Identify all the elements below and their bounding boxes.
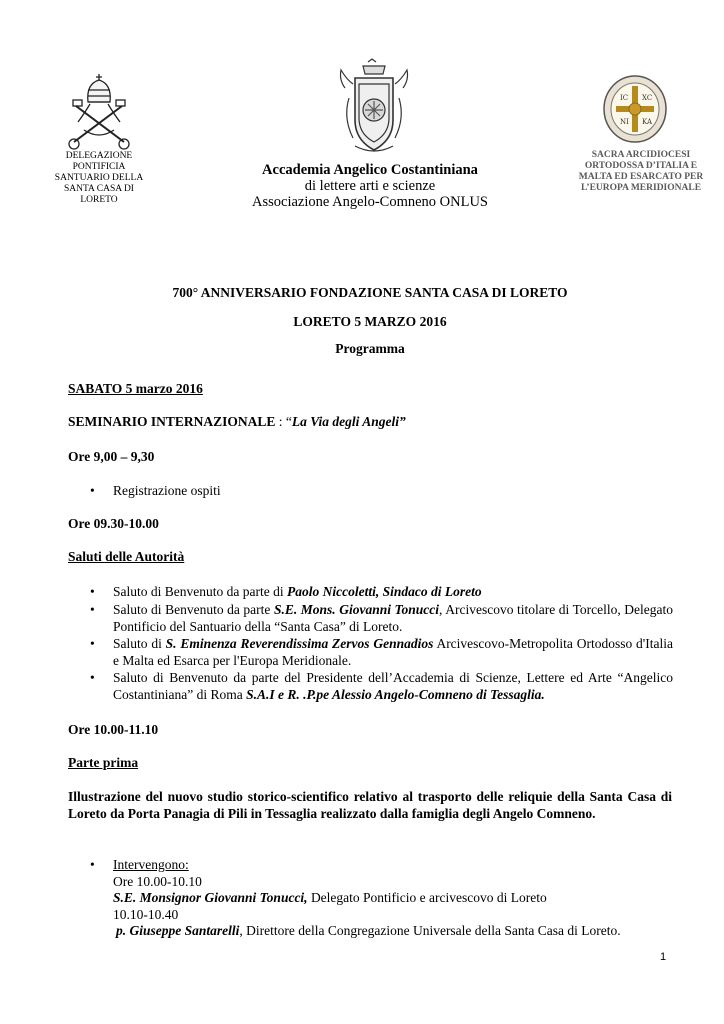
delegation-caption: DELEGAZIONE PONTIFICIA SANTUARIO DELLA SANTA CASA DI LORETO bbox=[54, 151, 144, 205]
bullet-marker: • bbox=[90, 602, 95, 617]
academy-heading bbox=[220, 162, 520, 210]
time-slot-2: Ore 09.30-10.00 bbox=[68, 516, 159, 531]
archdiocese-caption: SACRA ARCIDIOCESI ORTODOSSA D’ITALIA E MALTA ED ESARCATO PER L’EUROPA MERIDIONALE bbox=[578, 150, 704, 193]
speaker-name: p. Giuseppe Santarelli bbox=[116, 923, 240, 938]
greeting-role: , Arcivescovo titolare di Torcello, Delegato Pontificio del Santuario della “Santa Casa” di Loreto. bbox=[113, 602, 674, 634]
speaker-1-time: Ore 10.00-10.10 bbox=[113, 873, 202, 889]
academy-subtitle: di lettere arti e scienze bbox=[304, 178, 436, 194]
bullet-marker: • bbox=[90, 670, 95, 685]
svg-text:XC: XC bbox=[642, 94, 653, 102]
svg-text:NI: NI bbox=[620, 118, 629, 126]
papal-coat-of-arms-icon bbox=[64, 70, 134, 150]
greeting-text: Saluto di Benvenuto da parte di bbox=[113, 584, 287, 599]
bullet-marker: • bbox=[90, 584, 95, 599]
seminar-line bbox=[68, 414, 672, 431]
date-heading: SABATO 5 marzo 2016 bbox=[68, 381, 203, 396]
greeting-item-archbishop bbox=[113, 602, 673, 635]
greeting-role: Arcivescovo-Metropolita Ortodosso d'Italia e Malta ed Esarca per l'Europa Meridionale. bbox=[113, 636, 673, 668]
speaker-2-time: 10.10-10.40 bbox=[113, 906, 179, 922]
registration-item: Registrazione ospiti bbox=[113, 483, 221, 498]
page-number: 1 bbox=[660, 951, 667, 963]
academy-coat-of-arms-icon bbox=[335, 58, 413, 158]
academy-title: Accademia Angelico Costantiniana bbox=[262, 162, 478, 178]
anniversary-title: 700° ANNIVERSARIO FONDAZIONE SANTA CASA DI LORETO bbox=[172, 285, 568, 300]
speaker-role: , Direttore della Congregazione Universale della Santa Casa di Loreto. bbox=[239, 923, 621, 938]
speaker-role: Delegato Pontificio e arcivescovo di Loreto bbox=[307, 890, 547, 905]
speaker-2 bbox=[116, 923, 673, 940]
seminar-label: SEMINARIO INTERNAZIONALE bbox=[68, 414, 276, 429]
speaker-1 bbox=[113, 890, 673, 907]
greeting-person: S. Eminenza Reverendissima Zervos Gennadios bbox=[165, 636, 434, 651]
greeting-text: Saluto di bbox=[113, 636, 166, 651]
study-description: Illustrazione del nuovo studio storico-scientifico relativo al trasporto delle reliquie della Santa Casa di Loreto da Porta Panagia di Pili in Tessaglia realizzato dalla famiglia degli Angelo Comneno. bbox=[68, 789, 672, 821]
greeting-item-mayor bbox=[113, 584, 673, 601]
greeting-person: S.E. Mons. Giovanni Tonucci bbox=[273, 602, 440, 617]
time-slot-3: Ore 10.00-11.10 bbox=[68, 722, 159, 737]
seminar-separator: : “ bbox=[275, 414, 292, 429]
academy-association: Associazione Angelo-Comneno ONLUS bbox=[252, 194, 488, 210]
bullet-marker: • bbox=[90, 857, 95, 872]
speaker-name: S.E. Monsignor Giovanni Tonucci, bbox=[113, 890, 308, 905]
event-date-title: LORETO 5 MARZO 2016 bbox=[293, 314, 447, 329]
greeting-person: S.A.I e R. .P.pe Alessio Angelo-Comneno di Tessaglia. bbox=[246, 686, 545, 702]
programme-title: Programma bbox=[335, 341, 405, 356]
bullet-marker: • bbox=[90, 483, 95, 498]
speakers-block bbox=[113, 857, 673, 940]
greeting-text: Saluto di Benvenuto da parte bbox=[113, 602, 274, 617]
speakers-heading: Intervengono: bbox=[113, 857, 189, 872]
bullet-marker: • bbox=[90, 636, 95, 651]
part-one-heading: Parte prima bbox=[68, 755, 139, 770]
greetings-heading: Saluti delle Autorità bbox=[68, 549, 185, 564]
seminar-title: La Via degli Angeli” bbox=[291, 414, 406, 429]
greeting-person: Paolo Niccoletti, Sindaco di Loreto bbox=[286, 584, 482, 599]
greeting-item-president bbox=[113, 670, 673, 703]
greeting-text: Saluto di Benvenuto da parte del Presidente dell’Accademia di Scienze, Lettere ed Arte “Angelico Costantiniana” di Roma bbox=[113, 670, 673, 702]
svg-text:KA: KA bbox=[642, 118, 653, 126]
orthodox-seal-icon bbox=[602, 74, 668, 144]
greeting-item-metropolitan bbox=[113, 636, 673, 669]
time-slot-1: Ore 9,00 – 9,30 bbox=[68, 449, 155, 464]
svg-text:IC: IC bbox=[620, 94, 629, 102]
